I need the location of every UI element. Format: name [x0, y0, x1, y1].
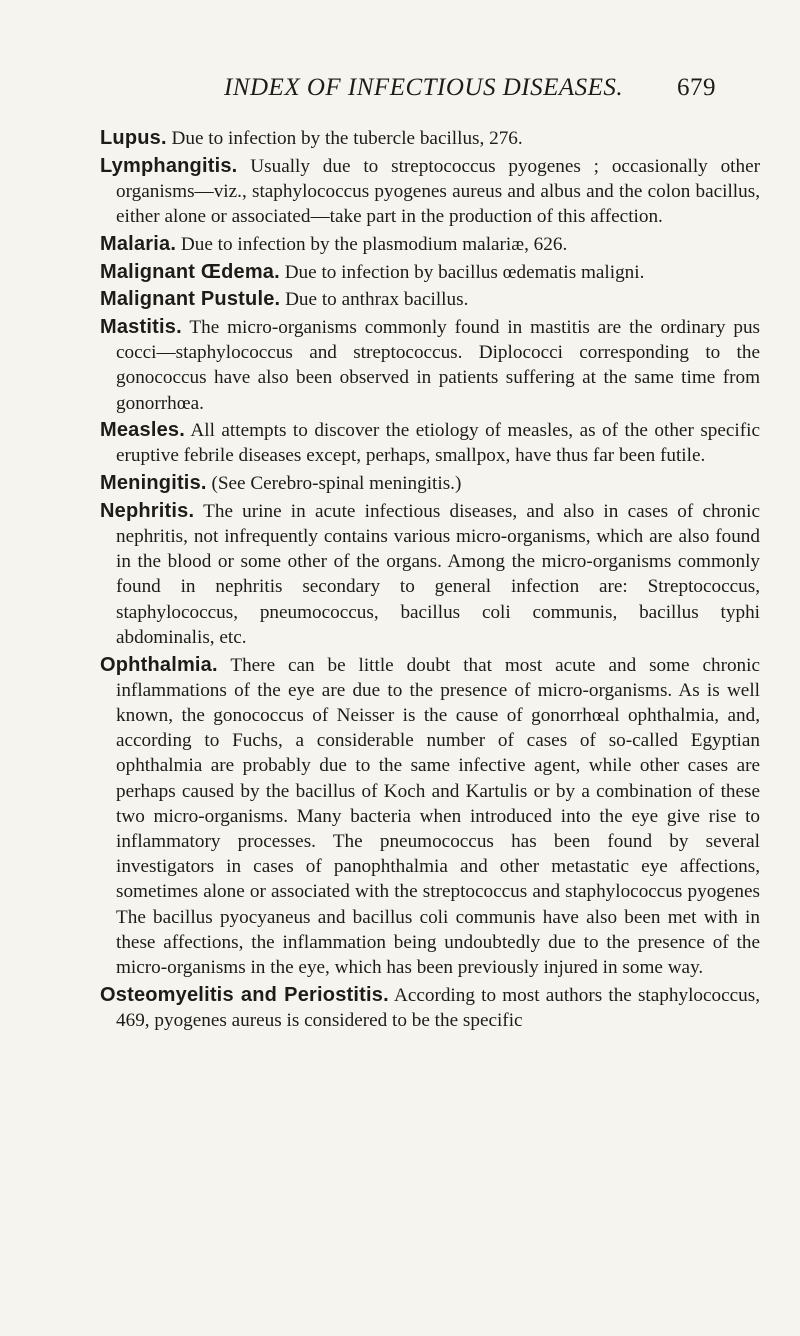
entry-text: All attempts to discover the etiology of measles, as of the other specific eruptive febrile diseases except, perhaps, smallpox, have thus far been futile. — [116, 420, 760, 467]
entry-text: The urine in acute infectious diseases, and also in cases of chronic nephritis, not infrequently contains various micro-organisms, which are also found in the blood or some other of the organs. Among the micro-organisms commonly found in nephritis secondary to general infection are: Streptococcus, staphylococcus, pneumococcus, bacillus coli communis, bacillus typhi abdominalis, etc. — [116, 500, 760, 648]
entry-term: Malignant Œdema. — [100, 260, 280, 283]
index-entry-lymphangitis — [100, 154, 760, 230]
running-head — [224, 74, 716, 102]
entry-text: Due to infection by the plasmodium malariæ, 626. — [180, 233, 568, 255]
entry-text: (See Cerebro-spinal meningitis.) — [211, 473, 462, 495]
entry-text: According to most authors the staphylococcus, 469, pyogenes aureus is considered to be the specific — [116, 984, 760, 1031]
entry-term: Measles. — [100, 419, 185, 442]
index-entry-measles — [100, 418, 760, 468]
entry-term: Malaria. — [100, 232, 177, 255]
index-entry-malaria — [100, 232, 760, 257]
entry-term: Ophthalmia. — [100, 653, 218, 676]
index-entry-nephritis — [100, 499, 760, 650]
entry-text: Due to infection by the tubercle bacillus, 276. — [171, 128, 523, 149]
entry-term: Lymphangitis. — [100, 154, 238, 177]
entry-term: Nephritis. — [100, 499, 195, 522]
index-entry-lupus — [100, 126, 760, 151]
entry-term: Meningitis. — [100, 472, 207, 495]
entry-text: Due to infection by bacillus œdematis maligni. — [284, 261, 645, 283]
index-entry-osteomyelitis — [100, 983, 760, 1033]
index-entry-malignant-oedema — [100, 260, 760, 285]
entry-term: Mastitis. — [100, 315, 182, 338]
running-head-title: INDEX OF INFECTIOUS DISEASES. — [224, 74, 624, 101]
entry-term: Osteomyelitis and Periostitis. — [100, 983, 389, 1006]
entry-text: The micro-organisms commonly found in mastitis are the ordinary pus cocci—staphylococcus and streptococcus. Diplococci corresponding to the gonococcus have also been observed in patients suffering at the same time from gonorrhœa. — [116, 316, 761, 414]
entry-text: There can be little doubt that most acute and some chronic inflammations of the eye are due to the presence of micro-organisms. As is well known, the gonococcus of Neisser is the cause of gonorrhœal ophthalmia, and, according to Fuchs, a considerable number of cases of so-called Egyptian ophthalmia are probably due to the same infective agent, while other cases are perhaps caused by the bacillus of Koch and Kartulis or by a combination of these two micro-organisms. Many bacteria when introduced into the eye give rise to inflammatory processes. The pneumococcus has been found by several investigators in cases of panophthalmia and other metastatic eye affections, sometimes alone or associated with the streptococcus and staphylococcus pyogenes The bacillus pyocyaneus and bacillus coli communis have also been met with in these affections, the inflammation being undoubtedly due to the presence of the micro-organisms in the eye, which has been previously injured in some way. — [116, 654, 761, 978]
index-entry-mastitis — [100, 315, 760, 416]
index-body — [100, 126, 760, 1036]
index-entry-meningitis — [100, 471, 760, 496]
entry-text: Usually due to streptococcus pyogenes ; occasionally other organisms—viz., staphylococcus pyogenes aureus and albus and the colon bacillus, either alone or associated—take part in the production of this affection. — [116, 155, 760, 228]
entry-text: Due to anthrax bacillus. — [285, 289, 469, 311]
entry-term: Malignant Pustule. — [100, 288, 281, 311]
index-entry-malignant-pustule — [100, 287, 760, 312]
entry-term: Lupus. — [100, 127, 167, 149]
page-number: 679 — [677, 74, 716, 101]
index-entry-ophthalmia — [100, 653, 760, 981]
